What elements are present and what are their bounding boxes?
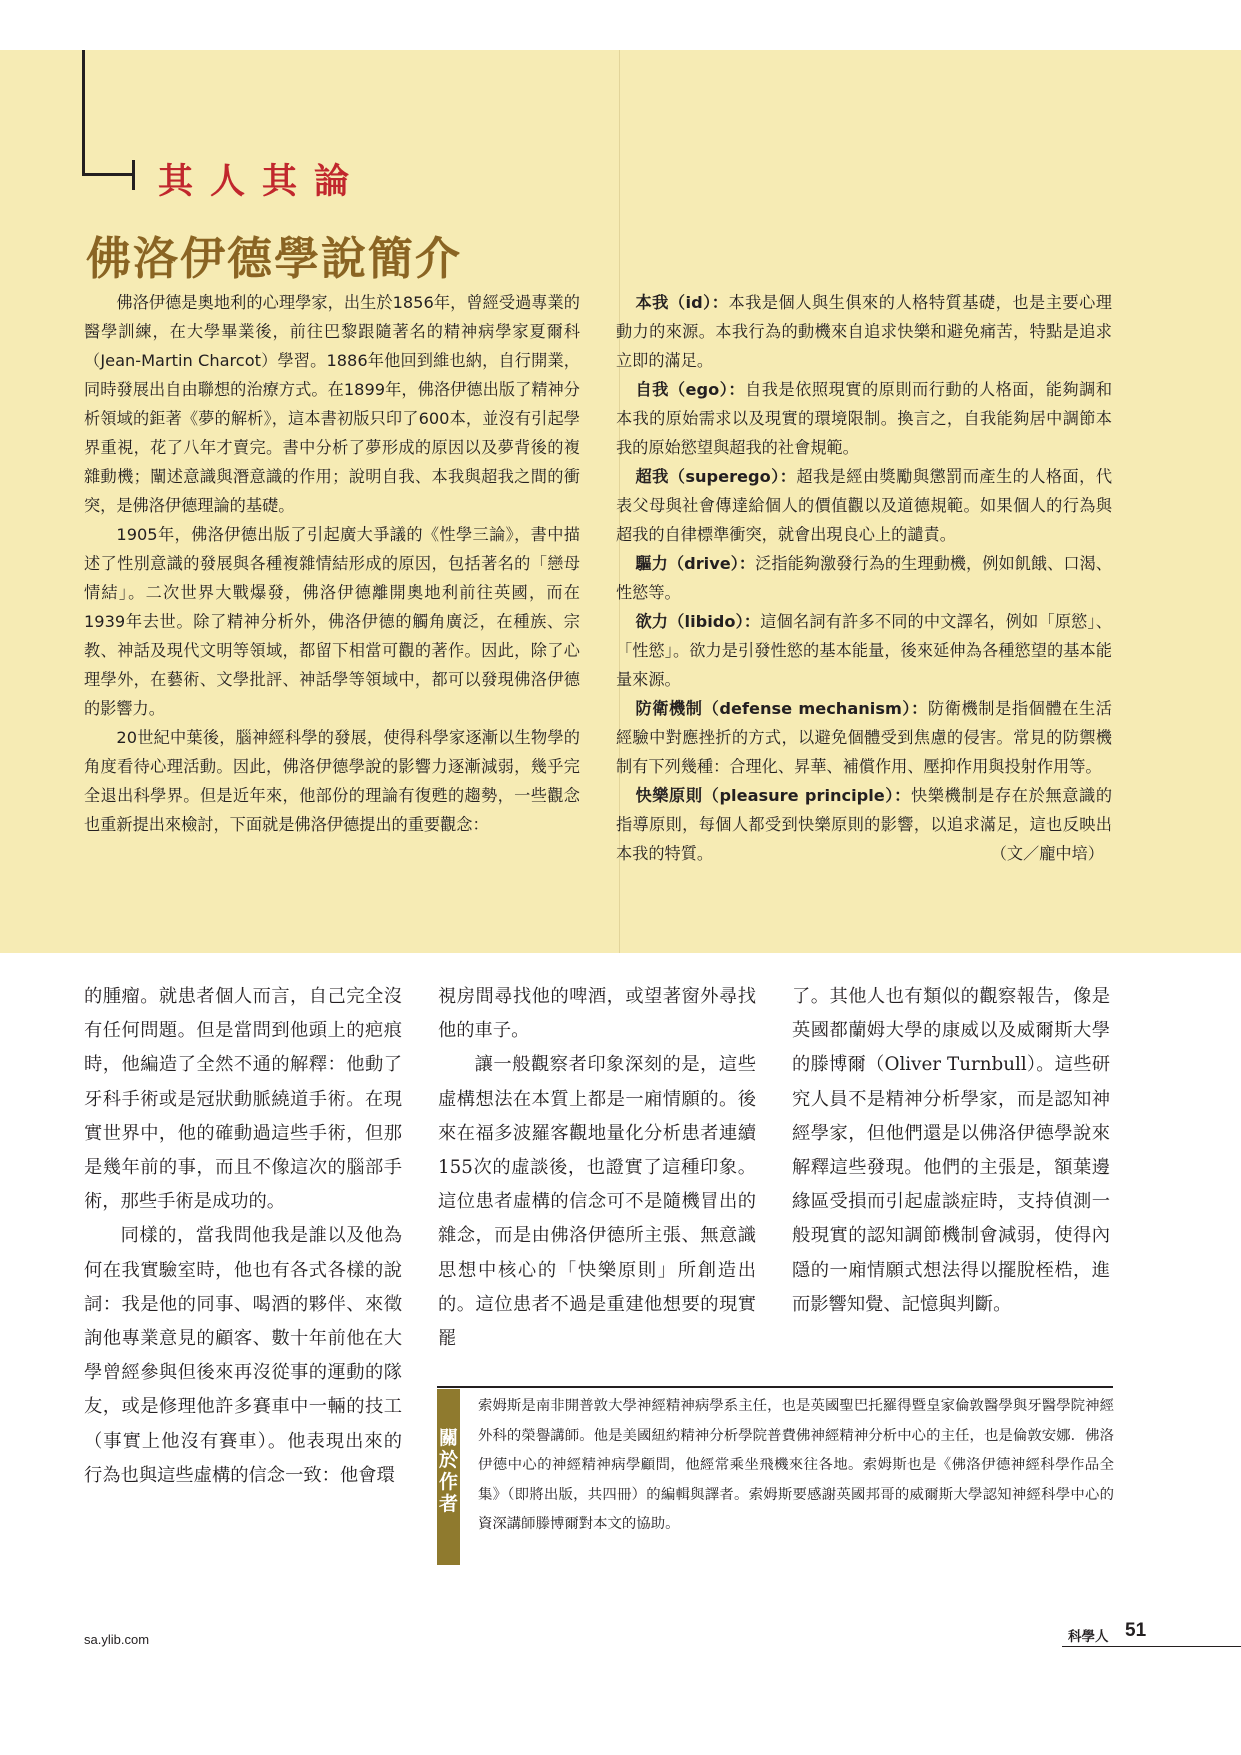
article-column-2 xyxy=(438,980,756,1356)
about-author-text: 索姆斯是南非開普敦大學神經精神病學系主任，也是英國聖巴托羅得暨皇家倫敦醫學與牙醫學院神經外科的榮譽講師。他是美國紐約精神分析學院普費佛神經精神分析中心的主任，也是倫敦安娜．佛洛伊德中心的神經精神病學顧問，他經常乘坐飛機來往各地。索姆斯也是《佛洛伊德神經科學作品全集》（即將出版，共四冊）的編輯與譯者。索姆斯要感謝英國邦哥的威爾斯大學認知神經科學中心的資深講師滕博爾對本文的協助。 xyxy=(478,1398,1114,1532)
article-paragraph: 讓一般觀察者印象深刻的是，這些虛構想法在本質上都是一廂情願的。後來在福多波羅客觀地量化分析患者連續155次的虛談後，也證實了這種印象。這位患者虛構的信念可不是隨機冒出的雜念，而是由佛洛伊德所主張、無意識思想中核心的「快樂原則」所創造出的。這位患者不過是重建他想要的現實罷 xyxy=(438,1054,756,1350)
decorative-bracket-tick xyxy=(132,160,135,190)
magazine-name: 科學人 xyxy=(1068,1629,1109,1645)
article-paragraph: 同樣的，當我問他我是誰以及他為何在我實驗室時，他也有各式各樣的說詞：我是他的同事、喝酒的夥伴、來徵詢他專業意見的顧客、數十年前他在大學曾經參與但後來再沒從事的運動的隊友，或是修理他許多賽車中一輛的技工（事實上他沒有賽車）。他表現出來的行為也與這些虛構的信念一致：他會環 xyxy=(84,1225,402,1486)
term-entry-defense-mechanism xyxy=(616,694,1112,781)
article-column-3 xyxy=(792,980,1110,1322)
term-definition: 快樂機制是存在於無意識的指導原則，每個人都受到快樂原則的影響，以追求滿足，這也反映出本我的特質。 xyxy=(616,786,1113,863)
sidebar-paragraph: 20世紀中葉後，腦神經科學的發展，使得科學家逐漸以生物學的角度看待心理活動。因此，佛洛伊德學說的影響力逐漸減弱，幾乎完全退出科學界。但是近年來，他部份的理論有復甦的趨勢，一些觀念也重新提出來檢討，下面就是佛洛伊德提出的重要觀念： xyxy=(84,728,580,834)
sidebar-left-column xyxy=(84,288,580,839)
term-definition: 超我是經由獎勵與懲罰而產生的人格面，代表父母與社會傳達給個人的價值觀以及道德規範。如果個人的行為與超我的自律標準衝突，就會出現良心上的譴責。 xyxy=(616,467,1113,544)
term-label: 超我（superego）： xyxy=(635,467,797,486)
article-paragraph: 的腫瘤。就患者個人而言，自己完全沒有任何問題。但是當問到他頭上的疤痕時，他編造了全然不通的解釋：他動了牙科手術或是冠狀動脈繞道手術。在現實世界中，他的確動過這些手術，但那是幾年前的事，而且不像這次的腦部手術，那些手術是成功的。 xyxy=(84,986,402,1213)
term-entry-drive xyxy=(616,549,1112,607)
about-author-label xyxy=(437,1389,460,1565)
article-column-1 xyxy=(84,980,402,1493)
footer-rule xyxy=(1062,1646,1241,1647)
term-label: 自我（ego）： xyxy=(635,380,746,399)
section-kicker: 其人其論 xyxy=(158,162,367,202)
decorative-bracket-horizontal xyxy=(82,173,132,176)
term-label: 驅力（drive）： xyxy=(635,554,756,573)
sidebar-right-column xyxy=(616,288,1112,868)
term-definition: 防衛機制是指個體在生活經驗中對應挫折的方式，以避免個體受到焦慮的侵害。常見的防禦機制有下列幾種：合理化、昇華、補償作用、壓抑作用與投射作用等。 xyxy=(616,699,1112,776)
about-author-label-text: 關於作者 xyxy=(438,1427,458,1515)
term-label: 快樂原則（pleasure principle）： xyxy=(635,786,911,805)
term-definition: 這個名詞有許多不同的中文譯名，例如「原慾」、「性慾」。欲力是引發性慾的基本能量，後來延伸為各種慾望的基本能量來源。 xyxy=(616,612,1112,689)
term-definition: 自我是依照現實的原則而行動的人格面，能夠調和本我的原始需求以及現實的環境限制。換言之，自我能夠居中調節本我的原始慾望與超我的社會規範。 xyxy=(616,380,1113,457)
page-number: 51 xyxy=(1125,1620,1147,1641)
sidebar-title: 佛洛伊德學說簡介 xyxy=(86,232,463,285)
sidebar-paragraph: 1905年，佛洛伊德出版了引起廣大爭議的《性學三論》，書中描述了性別意識的發展與各種複雜情結形成的原因，包括著名的「戀母情結」。二次世界大戰爆發，佛洛伊德離開奧地利前往英國，而在1939年去世。除了精神分析外，佛洛伊德的觸角廣泛，在種族、宗教、神話及現代文明等領域，都留下相當可觀的著作。因此，除了心理學外，在藝術、文學批評、神話學等領域中，都可以發現佛洛伊德的影響力。 xyxy=(84,525,580,718)
article-paragraph: 視房間尋找他的啤酒，或望著窗外尋找他的車子。 xyxy=(438,986,756,1042)
term-label: 本我（id）： xyxy=(635,293,729,312)
term-entry-ego xyxy=(616,375,1112,462)
author-credit: （文／龐中培） xyxy=(990,844,1104,863)
term-label: 欲力（libido）： xyxy=(635,612,761,631)
term-entry-libido xyxy=(616,607,1112,694)
term-definition: 本我是個人與生俱來的人格特質基礎，也是主要心理動力的來源。本我行為的動機來自追求快樂和避免痛苦，特點是追求立即的滿足。 xyxy=(616,293,1112,370)
term-label: 防衛機制（defense mechanism）： xyxy=(635,699,928,718)
sidebar-paragraph: 佛洛伊德是奧地利的心理學家，出生於1856年，曾經受過專業的醫學訓練，在大學畢業後，前往巴黎跟隨著名的精神病學家夏爾科（Jean-Martin Charcot）學習。1886年他回到維也納，自行開業，同時發展出自由聯想的治療方式。在1899年，佛洛伊德出版了精神分析領域的鉅著《夢的解析》，這本書初版只印了600本，並沒有引起學界重視，花了八年才賣完。書中分析了夢形成的原因以及夢背後的複雜動機；闡述意識與潛意識的作用；說明自我、本我與超我之間的衝突，是佛洛伊德理論的基礎。 xyxy=(84,293,580,515)
term-entry-id xyxy=(616,288,1112,375)
site-url: sa.ylib.com xyxy=(84,1632,150,1647)
term-entry-superego xyxy=(616,462,1112,549)
article-paragraph: 了。其他人也有類似的觀察報告，像是英國都蘭姆大學的康威以及威爾斯大學的滕博爾（Oliver Turnbull）。這些研究人員不是精神分析學家，而是認知神經學家，但他們還是以佛洛伊德學說來解釋這些發現。他們的主張是，額葉邊緣區受損而引起虛談症時，支持偵測一般現實的認知調節機制會減弱，使得內隱的一廂情願式想法得以擺脫桎梏，進而影響知覺、記憶與判斷。 xyxy=(792,986,1110,1315)
decorative-bracket-vertical xyxy=(82,50,85,176)
term-definition: 泛指能夠激發行為的生理動機，例如飢餓、口渴、性慾等。 xyxy=(616,554,1112,602)
about-author-rule xyxy=(437,1386,1113,1388)
